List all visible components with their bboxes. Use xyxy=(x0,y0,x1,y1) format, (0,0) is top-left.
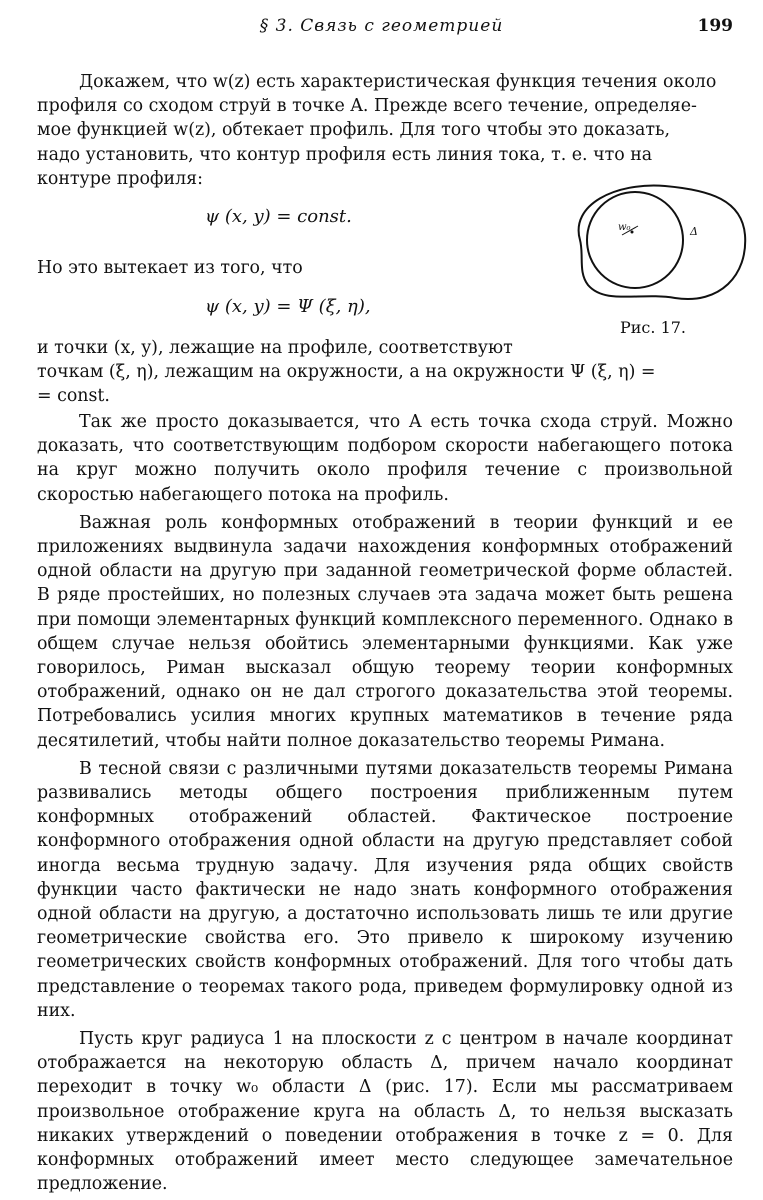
page-number: 199 xyxy=(697,16,733,36)
equation-2: ψ (x, y) = Ψ (ξ, η), xyxy=(205,296,371,317)
unit-circle xyxy=(587,192,683,288)
paragraph-1-line-5: контуре профиля: xyxy=(37,168,204,189)
text-between-line: Но это вытекает из того, что xyxy=(37,258,303,278)
equation-1: ψ (x, y) = const. xyxy=(205,206,352,227)
paragraph-1-line-1: Докажем, что w(z) есть характеристическая функция течения около xyxy=(79,72,717,92)
paragraph-2-line-2: точкам (ξ, η), лежащим на окружности, а на окружности Ψ (ξ, η) = xyxy=(37,362,656,383)
paragraph-1-line-4: надо установить, что контур профиля есть линия тока, т. е. что на xyxy=(37,144,653,165)
paragraph-5: В тесной связи с различными путями доказательств теоремы Римана развивались методы общего построения приближенным путем конформных отображений областей. Фактическое построение конформного отображения одной области на другую представляет собой иногда весьма трудную задачу. Для изучения ряда общих свойств функции часто фактически не надо знать конформного отображения одной области на другую, а достаточно использовать лишь те или другие геометрические свойства его. Это привело к широкому изучению геометрических свойств конформных отображений. Для того чтобы дать представление о теоремах такого рода, приведем формулировку одной из них. xyxy=(37,758,733,1021)
paragraph-1 xyxy=(37,70,733,191)
label-w0: w₀ xyxy=(618,222,631,233)
label-delta: Δ xyxy=(690,225,698,238)
circle-center-point xyxy=(631,231,634,234)
page-header xyxy=(0,16,763,46)
paragraph-6: Пусть круг радиуса 1 на плоскости z с центром в начале координат отображается на некоторую область Δ, причем начало координат переходит в точку w₀ области Δ (рис. 17). Если мы рассматриваем произвольное отображение круга на область Δ, то нельзя высказать никаких утверждений о поведении отображения в точке z = 0. Для конформных отображений имеет место следующее замечательное предложение. xyxy=(37,1029,733,1195)
paragraph-1-line-3: мое функцией w(z), обтекает профиль. Для того чтобы это доказать, xyxy=(37,120,671,141)
paragraph-4: Важная роль конформных отображений в теории функций и ее приложениях выдвинула задачи нахождения конформных отображений одной области на другую при заданной геометрической форме областей. В ряде простейших, но полезных случаев эта задача может быть решена при помощи элементарных функций комплексного переменного. Однако в общем случае нельзя обойтись элементарными функциями. Как уже говорилось, Риман высказал общую теорему теории конформных отображений, однако он не дал строгого доказательства этой теоремы. Потребовались усилия многих крупных математиков в течение ряда десятилетий, чтобы найти полное доказательство теоремы Римана. xyxy=(37,512,733,751)
paragraph-2-line-3: = const. xyxy=(37,386,110,407)
paragraph-2 xyxy=(37,336,733,409)
figure-17 xyxy=(560,180,750,310)
figure-caption: Рис. 17. xyxy=(620,318,687,337)
paragraph-2-line-1: и точки (x, y), лежащие на профиле, соответствуют xyxy=(37,338,513,358)
running-title: § 3. Связь с геометрией xyxy=(259,16,504,36)
paragraph-3: Так же просто доказывается, что A есть точка схода струй. Можно доказать, что соответствующим подбором скорости набегающего потока на круг можно получить около профиля течение с произвольной скоростью набегающего потока на профиль. xyxy=(37,412,733,505)
text-between xyxy=(37,256,557,280)
body-paragraphs xyxy=(37,410,733,1197)
paragraph-1-line-2: профиля со сходом струй в точке A. Прежде всего течение, определяе- xyxy=(37,96,697,117)
